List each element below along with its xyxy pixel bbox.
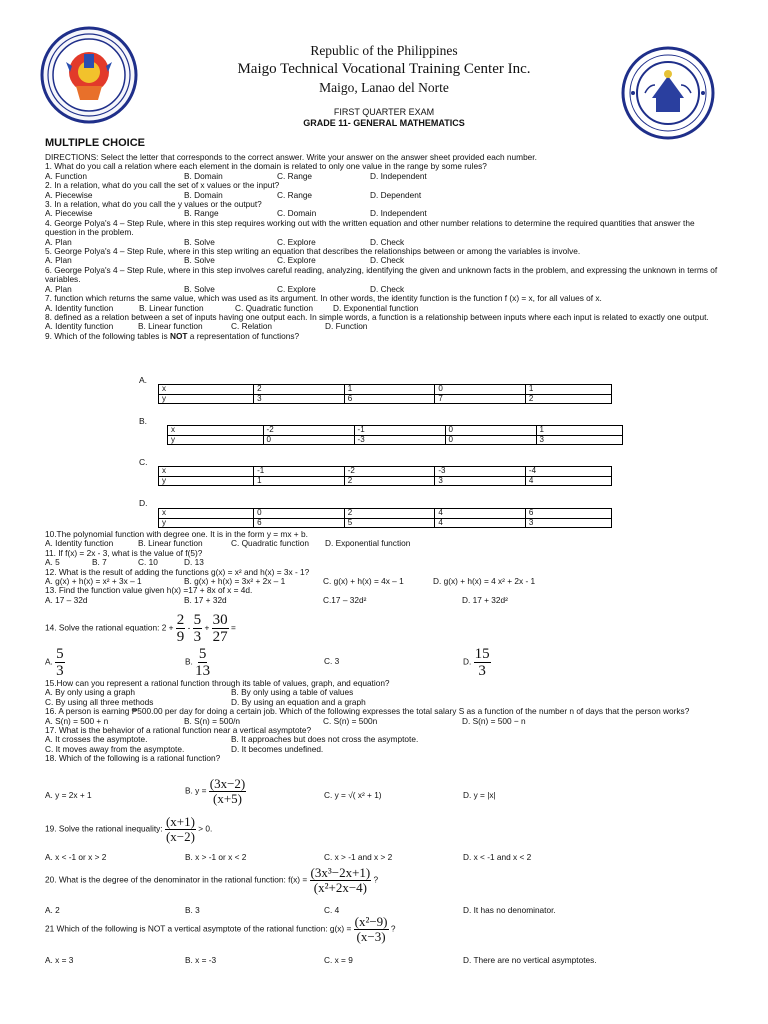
numerator: (3x−2) <box>209 776 246 791</box>
table-row <box>159 394 612 404</box>
table-label: B. <box>139 416 148 426</box>
fraction <box>165 815 196 844</box>
question-text: 5. George Polya's 4 – Step Rule, where in this step writing an equation that describes the relationships between or among the variables is involve. <box>45 246 581 257</box>
choice-d: D. Independent <box>370 170 427 181</box>
table-cell: 0 <box>445 426 536 436</box>
table-cell: 0 <box>445 435 536 445</box>
table-cell: 2 <box>254 385 345 395</box>
question-6 <box>45 266 725 294</box>
choice-c: C. Quadratic function <box>231 538 309 549</box>
table-cell: 0 <box>263 435 354 445</box>
choice-c: C. Domain <box>277 208 317 219</box>
question-text: 21 Which of the following is NOT a vertical asymptote of the rational function: g(x) = <box>45 923 352 934</box>
q18-choice-d: D. y = |x| <box>463 790 496 800</box>
table-cell: 3 <box>525 518 611 528</box>
question-text: a representation of functions? <box>187 330 300 341</box>
q19-choice-b: B. x > -1 or x < 2 <box>185 852 247 862</box>
question-text: 12. What is the result of adding the functions g(x) = x² and h(x) = 3x - 1? <box>45 566 310 577</box>
fraction <box>209 777 247 806</box>
table-cell: -1 <box>354 426 445 436</box>
school-name: Maigo Technical Vocational Training Center Inc. <box>237 61 531 77</box>
choice-d: D. Independent <box>370 208 427 219</box>
q20-choice-d: D. It has no denominator. <box>463 905 556 915</box>
question-2 <box>45 181 725 200</box>
question-20 <box>45 866 378 895</box>
choice-a: A. By only using a graph <box>45 687 135 698</box>
question-14 <box>45 612 236 645</box>
q19-choice-d: D. x < -1 and x < 2 <box>463 852 532 862</box>
table-cell: -1 <box>254 467 345 477</box>
question-text: 4. George Polya's 4 – Step Rule, where in this step requires working out with the written equation and other number relations to determine the required quantities that answer the question in the problem. <box>45 217 695 238</box>
choice-c: C. Quadratic function <box>235 302 313 313</box>
table-row <box>159 509 612 519</box>
table-row <box>159 518 612 528</box>
choice-b: B. Solve <box>184 283 215 294</box>
table-cell: y <box>159 518 254 528</box>
choice-letter: B. y = <box>185 785 207 796</box>
operator: + <box>204 622 210 633</box>
choice-d: D. Check <box>370 255 405 266</box>
table-cell: 7 <box>435 394 526 404</box>
fraction <box>310 866 372 895</box>
choice-b: B. Linear function <box>139 302 204 313</box>
table-row <box>168 435 623 445</box>
question-text: 9. Which of the following tables is <box>45 330 170 341</box>
choice-b: B. Domain <box>184 189 223 200</box>
table-row <box>159 385 612 395</box>
table-cell: -2 <box>344 467 435 477</box>
choice-b: B. It approaches but does not cross the asymptote. <box>231 734 419 745</box>
table-cell: y <box>159 394 254 404</box>
questions-15-18 <box>45 679 725 764</box>
q21-choice-b: B. x = -3 <box>185 955 217 965</box>
choice-a: A. Identity function <box>45 538 114 549</box>
numerator: (x²−9) <box>354 914 388 929</box>
q19-choice-c: C. x > -1 and x > 2 <box>324 852 393 862</box>
question-text: 3. In a relation, what do you call the y values or the output? <box>45 199 262 210</box>
choice-d: D. 17 + 32d² <box>462 594 508 605</box>
choice-c: C. g(x) + h(x) = 4x – 1 <box>323 576 404 587</box>
republic-line: Republic of the Philippines <box>310 43 458 58</box>
choice-b: B. g(x) + h(x) = 3x² + 2x – 1 <box>184 576 286 587</box>
denominator: (x+5) <box>213 791 243 806</box>
directions: DIRECTIONS: Select the letter that corresponds to the correct answer. Write your answer on the answer sheet provided each number. <box>45 152 537 162</box>
table-row <box>159 467 612 477</box>
numerator: 30 <box>212 612 228 628</box>
table-cell: 4 <box>525 476 611 486</box>
choice-c: C. Relation <box>231 321 273 332</box>
choice-c: C. Explore <box>277 283 316 294</box>
q20-choice-a: A. 2 <box>45 905 60 915</box>
grade-title: GRADE 11- GENERAL MATHEMATICS <box>303 118 465 128</box>
denominator: 3 <box>193 629 202 645</box>
function-table <box>158 508 612 528</box>
numerator: 2 <box>176 612 185 628</box>
question-5 <box>45 247 725 266</box>
denominator: (x²+2x−4) <box>313 880 367 895</box>
question-text: 15.How can you represent a rational function through its table of values, graph, and equation? <box>45 678 390 688</box>
choice-d: D. Check <box>370 236 405 247</box>
question-text: 18. Which of the following is a rational function? <box>45 753 221 764</box>
choice-d: D. g(x) + h(x) = 4 x² + 2x - 1 <box>433 576 536 587</box>
question-18 <box>45 754 725 763</box>
table-row <box>168 426 623 436</box>
q20-choice-c: C. 4 <box>324 905 340 915</box>
choice-a: A. Plan <box>45 236 72 247</box>
choice-a: A. Identity function <box>45 302 114 313</box>
table-cell: -3 <box>354 435 445 445</box>
fraction <box>195 646 210 679</box>
questions-10-13 <box>45 530 725 605</box>
function-table <box>167 425 623 445</box>
question-text: 2. In a relation, what do you call the set of x values or the input? <box>45 180 280 191</box>
table-cell: -2 <box>263 426 354 436</box>
table-cell: x <box>159 385 254 395</box>
choice-d: D. Check <box>370 283 405 294</box>
choice-b: B. Solve <box>184 236 215 247</box>
table-cell: 1 <box>525 385 611 395</box>
question-16 <box>45 707 725 726</box>
question-text: 14. Solve the rational equation: 2 + <box>45 622 174 633</box>
fraction <box>474 646 491 679</box>
choice-b: B. Linear function <box>138 321 203 332</box>
table-label: D. <box>139 498 148 508</box>
q20-choice-b: B. 3 <box>185 905 200 915</box>
table-cell: 2 <box>344 476 435 486</box>
question-11 <box>45 549 725 568</box>
question-text: > 0. <box>198 823 213 834</box>
question-15 <box>45 679 725 707</box>
choice-b: B. Domain <box>184 170 223 181</box>
question-list <box>45 153 725 341</box>
choice-a: A. 17 – 32d <box>45 594 88 605</box>
choice-letter: A. <box>45 656 53 667</box>
table-cell: 6 <box>254 518 345 528</box>
choice-d: D. Exponential function <box>333 302 419 313</box>
table-cell: 1 <box>254 476 345 486</box>
exam-title: FIRST QUARTER EXAM <box>333 107 435 117</box>
fraction <box>176 612 186 645</box>
table-cell: 1 <box>344 385 435 395</box>
choice-b: B. S(n) = 500/n <box>184 715 241 726</box>
choice-d: D. 13 <box>184 557 204 568</box>
choice-d: D. S(n) = 500 − n <box>462 715 526 726</box>
choice-a: A. Piecewise <box>45 208 93 219</box>
choice-a: A. Function <box>45 170 87 181</box>
table-cell: 3 <box>536 435 622 445</box>
question-12 <box>45 568 725 587</box>
question-9 <box>45 332 725 341</box>
choice-c: C. S(n) = 500n <box>323 715 378 726</box>
denominator: 3 <box>478 663 486 679</box>
denominator: (x−3) <box>356 929 386 944</box>
table-cell: -3 <box>435 467 526 477</box>
q18-choice-c: C. y = √( x² + 1) <box>324 790 382 800</box>
table-cell: 4 <box>435 518 526 528</box>
numerator: 5 <box>193 612 202 628</box>
choice-a: A. Identity function <box>45 321 114 332</box>
choice-a: A. S(n) = 500 + n <box>45 715 109 726</box>
q21-choice-d: D. There are no vertical asymptotes. <box>463 955 597 965</box>
choice-b: B. Solve <box>184 255 215 266</box>
q14-choice-b <box>185 646 210 679</box>
choice-letter: B. <box>185 656 193 667</box>
table-cell: 1 <box>536 426 622 436</box>
choice-b: B. By only using a table of values <box>231 687 354 698</box>
denominator: (x−2) <box>165 829 195 844</box>
choice-c: C. Range <box>277 189 313 200</box>
question-text: 11. If f(x) = 2x - 3, what is the value of f(5)? <box>45 547 203 558</box>
school-header <box>0 42 768 97</box>
choice-a: A. It crosses the asymptote. <box>45 734 148 745</box>
q14-choice-c: C. 3 <box>324 656 340 666</box>
question-3 <box>45 200 725 219</box>
q19-choice-a: A. x < -1 or x > 2 <box>45 852 107 862</box>
numerator: (x+1) <box>165 814 195 829</box>
choice-a: A. Piecewise <box>45 189 93 200</box>
table-cell: 6 <box>344 394 435 404</box>
table-cell: 3 <box>254 394 345 404</box>
question-text: 1. What do you call a relation where each element in the domain is related to only one value in the range by some rules? <box>45 161 487 172</box>
q21-choice-a: A. x = 3 <box>45 955 74 965</box>
question-10 <box>45 530 725 549</box>
table-cell: x <box>168 426 264 436</box>
choice-b: B. Linear function <box>138 538 203 549</box>
q21-choice-c: C. x = 9 <box>324 955 353 965</box>
table-cell: 0 <box>254 509 345 519</box>
question-8 <box>45 313 725 332</box>
q14-choice-a <box>45 646 65 679</box>
table-cell: 6 <box>525 509 611 519</box>
table-cell: 0 <box>435 385 526 395</box>
question-text: 7. function which returns the same value, which was used as its argument. In other words, the identity function is the function f (x) = x, for all values of x. <box>45 293 602 304</box>
choice-a: A. 5 <box>45 557 60 568</box>
table-cell: 2 <box>344 509 435 519</box>
q14-choice-d <box>463 646 491 679</box>
denominator: 9 <box>176 629 185 645</box>
table-cell: 2 <box>525 394 611 404</box>
function-table <box>158 384 612 404</box>
table-label: C. <box>139 457 148 467</box>
choice-d: D. By using an equation and a graph <box>231 696 366 707</box>
question-text: 8. defined as a relation between a set of inputs having one output each. In simple words, a function is a relationship between inputs where each input is related to exactly one output. <box>45 311 709 322</box>
table-label: A. <box>139 375 148 385</box>
table-row <box>159 476 612 486</box>
question-text: 6. George Polya's 4 – Step Rule, where in this step involves careful reading, analyzing, identifying the given and unknown facts in the problem, and expressing the unknown in terms of variables. <box>45 264 718 285</box>
choice-d: D. Exponential function <box>325 538 411 549</box>
table-cell: 4 <box>435 509 526 519</box>
question-4 <box>45 219 725 247</box>
table-cell: x <box>159 509 254 519</box>
numerator: 15 <box>474 646 490 662</box>
question-text: 13. Find the function value given h(x) =17 + 8x of x = 4d. <box>45 585 253 596</box>
fraction <box>212 612 229 645</box>
table-cell: -4 <box>525 467 611 477</box>
question-text: ? <box>390 923 396 934</box>
choice-c: C. By using all three methods <box>45 696 154 707</box>
choice-a: A. Plan <box>45 255 72 266</box>
table-cell: y <box>159 476 254 486</box>
question-17 <box>45 726 725 754</box>
choice-b: B. 17 + 32d <box>184 594 227 605</box>
choice-d: D. It becomes undefined. <box>231 743 324 754</box>
denominator: 3 <box>56 663 64 679</box>
choice-c: C. Range <box>277 170 313 181</box>
choice-c: C. It moves away from the asymptote. <box>45 743 185 754</box>
choice-d: D. Dependent <box>370 189 422 200</box>
section-title: MULTIPLE CHOICE <box>45 137 146 149</box>
choice-c: C.17 – 32d² <box>323 594 367 605</box>
q18-choice-b <box>185 777 246 806</box>
question-text: 10.The polynomial function with degree one. It is in the form y = mx + b. <box>45 529 308 539</box>
choice-c: C. Explore <box>277 236 316 247</box>
question-19 <box>45 815 212 844</box>
question-13 <box>45 586 725 605</box>
fraction <box>193 612 203 645</box>
denominator: 13 <box>195 663 211 679</box>
school-address: Maigo, Lanao del Norte <box>319 80 449 95</box>
operator: - <box>187 622 191 633</box>
table-cell: 3 <box>435 476 526 486</box>
choice-c: C. Explore <box>277 255 316 266</box>
question-21 <box>45 915 395 944</box>
choice-b: B. Range <box>184 208 219 219</box>
question-1 <box>45 162 725 181</box>
numerator: 5 <box>56 646 64 662</box>
table-cell: y <box>168 435 264 445</box>
choice-b: B. 7 <box>92 557 107 568</box>
numerator: (3x³−2x+1) <box>310 865 371 880</box>
question-text: 20. What is the degree of the denominator in the rational function: f(x) = <box>45 874 308 885</box>
operator: = <box>230 622 236 633</box>
question-text: 17. What is the behavior of a rational function near a vertical asymptote? <box>45 725 312 736</box>
table-cell: x <box>159 467 254 477</box>
function-table <box>158 466 612 486</box>
denominator: 27 <box>212 629 228 645</box>
choice-letter: D. <box>463 656 472 667</box>
choice-c: C. 10 <box>138 557 158 568</box>
fraction <box>55 646 65 679</box>
fraction <box>354 915 389 944</box>
question-text: ? <box>373 874 379 885</box>
table-cell: 5 <box>344 518 435 528</box>
emphasis-text: NOT <box>169 330 188 341</box>
question-7 <box>45 294 725 313</box>
question-text: 19. Solve the rational inequality: <box>45 823 163 834</box>
choice-a: A. Plan <box>45 283 72 294</box>
q18-choice-a: A. y = 2x + 1 <box>45 790 92 800</box>
numerator: 5 <box>198 646 207 662</box>
choice-a: A. g(x) + h(x) = x² + 3x – 1 <box>45 576 142 587</box>
choice-d: D. Function <box>325 321 368 332</box>
question-text: 16. A person is earning ₱500.00 per day for doing a certain job. Which of the following expresses the total salary S as a function of the number n of days that the person works? <box>45 706 690 717</box>
